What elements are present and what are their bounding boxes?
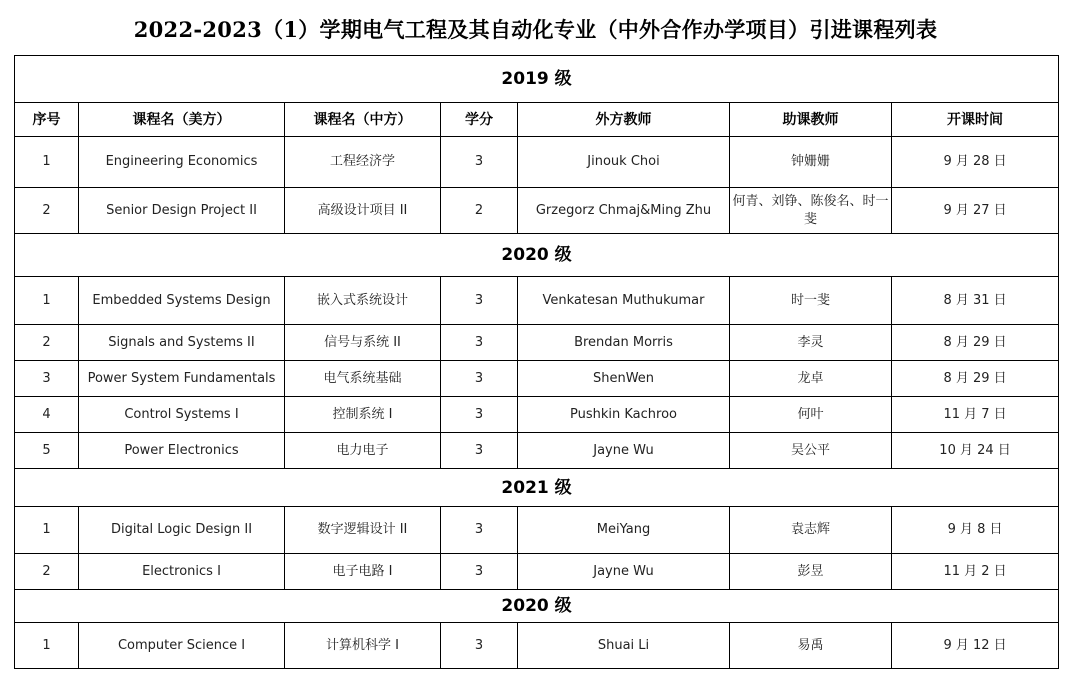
cell-course-name-us: Electronics I [79, 554, 285, 590]
cell-course-name-cn: 信号与系统 II [285, 325, 441, 361]
table-row [15, 361, 1059, 397]
cell-credits: 3 [441, 397, 518, 433]
cell-foreign-teacher: Jayne Wu [518, 554, 730, 590]
cell-course-name-cn: 工程经济学 [285, 137, 441, 188]
cell-foreign-teacher: Jayne Wu [518, 433, 730, 469]
cell-assistant-teacher: 李灵 [730, 325, 892, 361]
header-foreign-teacher: 外方教师 [518, 103, 730, 137]
cell-foreign-teacher: ShenWen [518, 361, 730, 397]
header-index: 序号 [15, 103, 79, 137]
cell-credits: 3 [441, 277, 518, 325]
cell-index: 1 [15, 137, 79, 188]
cell-credits: 3 [441, 433, 518, 469]
header-start-date: 开课时间 [892, 103, 1059, 137]
header-assistant-teacher: 助课教师 [730, 103, 892, 137]
table-row [15, 554, 1059, 590]
cell-start-date: 8 月 31 日 [892, 277, 1059, 325]
cell-assistant-teacher: 时一斐 [730, 277, 892, 325]
table-row [15, 325, 1059, 361]
cell-foreign-teacher: Grzegorz Chmaj&Ming Zhu [518, 188, 730, 234]
cell-course-name-us: Power Electronics [79, 433, 285, 469]
cell-index: 2 [15, 325, 79, 361]
cell-course-name-us: Control Systems I [79, 397, 285, 433]
cell-credits: 2 [441, 188, 518, 234]
cell-course-name-us: Power System Fundamentals [79, 361, 285, 397]
cell-index: 1 [15, 277, 79, 325]
section-row [15, 56, 1059, 103]
cell-course-name-cn: 计算机科学 I [285, 623, 441, 669]
section-row [15, 234, 1059, 277]
table-row [15, 277, 1059, 325]
cell-assistant-teacher: 龙卓 [730, 361, 892, 397]
table-row [15, 623, 1059, 669]
cell-course-name-us: Engineering Economics [79, 137, 285, 188]
cell-course-name-us: Embedded Systems Design [79, 277, 285, 325]
cell-assistant-teacher: 何青、刘铮、陈俊名、时一斐 [730, 188, 892, 234]
section-label: 2021 级 [15, 469, 1059, 507]
table-row [15, 397, 1059, 433]
cell-course-name-cn: 电子电路 I [285, 554, 441, 590]
table-row [15, 433, 1059, 469]
cell-credits: 3 [441, 361, 518, 397]
cell-credits: 3 [441, 507, 518, 554]
cell-assistant-teacher: 易禹 [730, 623, 892, 669]
header-credits: 学分 [441, 103, 518, 137]
cell-start-date: 10 月 24 日 [892, 433, 1059, 469]
cell-index: 2 [15, 188, 79, 234]
cell-index: 5 [15, 433, 79, 469]
cell-start-date: 9 月 8 日 [892, 507, 1059, 554]
cell-course-name-cn: 嵌入式系统设计 [285, 277, 441, 325]
cell-start-date: 11 月 7 日 [892, 397, 1059, 433]
table-row [15, 188, 1059, 234]
cell-index: 2 [15, 554, 79, 590]
cell-course-name-us: Senior Design Project II [79, 188, 285, 234]
cell-index: 1 [15, 623, 79, 669]
cell-index: 3 [15, 361, 79, 397]
cell-foreign-teacher: Shuai Li [518, 623, 730, 669]
cell-start-date: 8 月 29 日 [892, 325, 1059, 361]
header-course-name-us: 课程名（美方） [79, 103, 285, 137]
cell-assistant-teacher: 彭昱 [730, 554, 892, 590]
cell-assistant-teacher: 袁志辉 [730, 507, 892, 554]
cell-start-date: 9 月 12 日 [892, 623, 1059, 669]
cell-course-name-cn: 高级设计项目 II [285, 188, 441, 234]
section-row [15, 590, 1059, 623]
cell-foreign-teacher: Jinouk Choi [518, 137, 730, 188]
table-row [15, 507, 1059, 554]
cell-assistant-teacher: 吴公平 [730, 433, 892, 469]
cell-start-date: 11 月 2 日 [892, 554, 1059, 590]
table-row [15, 137, 1059, 188]
cell-foreign-teacher: Pushkin Kachroo [518, 397, 730, 433]
header-course-name-cn: 课程名（中方） [285, 103, 441, 137]
page-title: 2022-2023（1）学期电气工程及其自动化专业（中外合作办学项目）引进课程列表 [133, 17, 938, 42]
section-row [15, 469, 1059, 507]
cell-course-name-cn: 电力电子 [285, 433, 441, 469]
cell-credits: 3 [441, 137, 518, 188]
cell-foreign-teacher: Brendan Morris [518, 325, 730, 361]
cell-course-name-us: Digital Logic Design II [79, 507, 285, 554]
cell-credits: 3 [441, 623, 518, 669]
section-label: 2020 级 [15, 590, 1059, 623]
cell-course-name-cn: 控制系统 I [285, 397, 441, 433]
cell-credits: 3 [441, 325, 518, 361]
cell-course-name-cn: 数字逻辑设计 II [285, 507, 441, 554]
cell-index: 4 [15, 397, 79, 433]
cell-credits: 3 [441, 554, 518, 590]
cell-assistant-teacher: 钟姗姗 [730, 137, 892, 188]
cell-foreign-teacher: MeiYang [518, 507, 730, 554]
cell-course-name-cn: 电气系统基础 [285, 361, 441, 397]
cell-start-date: 9 月 27 日 [892, 188, 1059, 234]
cell-start-date: 9 月 28 日 [892, 137, 1059, 188]
cell-index: 1 [15, 507, 79, 554]
section-label: 2019 级 [15, 56, 1059, 103]
cell-course-name-us: Signals and Systems II [79, 325, 285, 361]
cell-assistant-teacher: 何叶 [730, 397, 892, 433]
header-row [15, 103, 1059, 137]
section-label: 2020 级 [15, 234, 1059, 277]
course-table [14, 55, 1059, 669]
cell-course-name-us: Computer Science I [79, 623, 285, 669]
cell-foreign-teacher: Venkatesan Muthukumar [518, 277, 730, 325]
cell-start-date: 8 月 29 日 [892, 361, 1059, 397]
